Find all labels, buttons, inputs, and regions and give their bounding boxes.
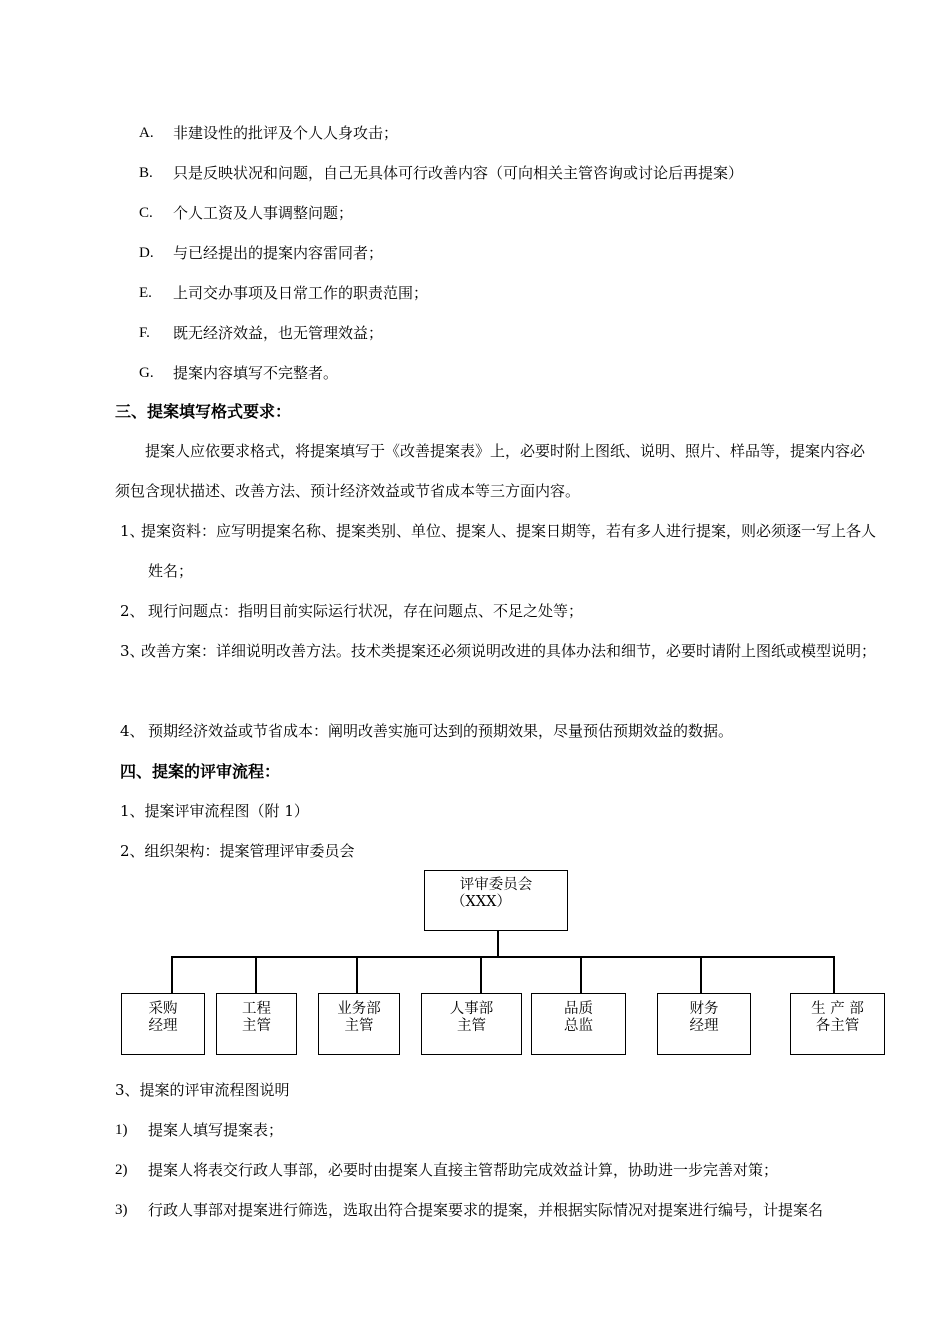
org-box-sales <box>318 993 400 1055</box>
org-box-label: 生 产 部 <box>811 1001 864 1017</box>
connector-line <box>580 956 582 994</box>
list-item-label: G. <box>139 365 154 381</box>
org-box-label: 财务 <box>689 1001 719 1017</box>
connector-line <box>171 956 173 994</box>
step-text: 提案人将表交行政人事部，必要时由提案人直接主管帮助完成效益计算，协助进一步完善对策； <box>148 1161 779 1179</box>
org-box-label: 各主管 <box>815 1018 860 1034</box>
org-box-procurement <box>121 993 205 1055</box>
org-box-engineering <box>216 993 297 1055</box>
list-item-label: E. <box>139 285 152 301</box>
section-3-item-3: 改善方案：详细说明改善方法。技术类提案还必须说明改进的具体办法和细节，必要时请附上图纸或模型说明； <box>141 642 877 660</box>
org-box-label: 业务部 <box>337 1001 381 1017</box>
org-box-label: 人事部 <box>449 1001 494 1017</box>
org-box-label: 主管 <box>344 1018 374 1034</box>
connector-line <box>700 956 702 994</box>
list-item-label: B. <box>139 165 153 181</box>
section-3-item-4: 预期经济效益或节省成本：阐明改善实施可达到的预期效果，尽量预估预期效益的数据。 <box>148 722 734 740</box>
list-item-label: D. <box>139 245 154 261</box>
list-item-text: 上司交办事项及日常工作的职责范围； <box>173 284 429 302</box>
step-number: 1) <box>115 1122 128 1138</box>
org-box-label: 主管 <box>457 1018 486 1034</box>
org-box-label: 经理 <box>689 1018 719 1034</box>
section-4-item-3: 3、提案的评审流程图说明 <box>115 1081 290 1099</box>
list-item-text: 个人工资及人事调整问题； <box>173 204 354 222</box>
org-box-label: 评审委员会 <box>459 877 533 893</box>
list-item-label: C. <box>139 205 153 221</box>
section-3-intro: 提案人应依要求格式，将提案填写于《改善提案表》上，必要时附上图纸、说明、照片、样品等，提案内容必须包含现状描述、改善方法、预计经济效益或节省成本等三方面内容。 <box>115 442 866 500</box>
section-heading-4: 四、提案的评审流程： <box>120 762 281 781</box>
step-text: 提案人填写提案表； <box>148 1121 284 1139</box>
step-text: 行政人事部对提案进行筛选，选取出符合提案要求的提案，并根据实际情况对提案进行编号，计提案名 <box>148 1201 824 1219</box>
list-item-label: F. <box>139 325 150 341</box>
connector-line <box>255 956 257 994</box>
section-4-item-1: 1、提案评审流程图（附 1） <box>120 802 309 820</box>
connector-line <box>480 956 482 994</box>
section-heading-3: 三、提案填写格式要求： <box>115 402 292 421</box>
item-number: 3、 <box>120 642 145 660</box>
list-item-text: 非建设性的批评及个人人身攻击； <box>173 124 399 142</box>
connector-line <box>833 956 835 994</box>
list-item-text: 与已经提出的提案内容雷同者； <box>173 244 384 262</box>
org-box-label: 工程 <box>242 1001 271 1017</box>
org-box-label: （XXX） <box>451 894 511 910</box>
org-box-hr <box>421 993 522 1055</box>
org-box-label: 主管 <box>242 1018 271 1034</box>
org-box-quality <box>531 993 626 1055</box>
org-box-label: 品质 <box>564 1001 593 1017</box>
item-number: 1、 <box>120 522 145 540</box>
list-item-text: 提案内容填写不完整者。 <box>173 364 339 382</box>
org-box-label: 总监 <box>564 1018 593 1034</box>
section-3-item-1: 提案资料：应写明提案名称、提案类别、单位、提案人、提案日期等，若有多人进行提案，则必须逐一写上各人姓名； <box>141 522 877 580</box>
connector-line <box>356 956 358 994</box>
connector-line <box>171 956 834 958</box>
step-number: 3) <box>115 1202 128 1218</box>
org-box-production <box>790 993 885 1055</box>
list-item-text: 只是反映状况和问题，自己无具体可行改善内容（可向相关主管咨询或讨论后再提案） <box>173 164 744 182</box>
item-number: 4、 <box>120 722 145 740</box>
org-box-label: 经理 <box>148 1018 178 1034</box>
section-3-item-2: 现行问题点：指明目前实际运行状况，存在问题点、不足之处等； <box>148 602 584 620</box>
org-box-committee <box>424 870 568 931</box>
org-box-label: 采购 <box>148 1001 178 1017</box>
section-4-item-2: 2、组织架构：提案管理评审委员会 <box>120 842 355 860</box>
item-number: 2、 <box>120 602 145 620</box>
list-item-text: 既无经济效益，也无管理效益； <box>173 324 384 342</box>
connector-line <box>497 931 499 957</box>
org-box-finance <box>657 993 751 1055</box>
list-item-label: A. <box>139 125 154 141</box>
step-number: 2) <box>115 1162 128 1178</box>
